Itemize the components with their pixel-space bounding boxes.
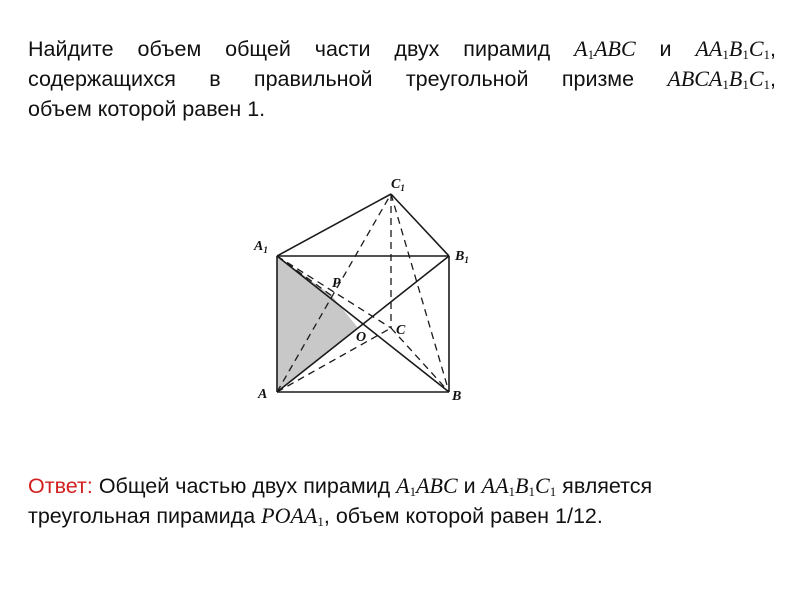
problem-statement (28, 34, 776, 124)
label-a: A (258, 387, 268, 402)
label-c1: $C_1$ (391, 177, 405, 193)
math-a1abc: $A_1ABC$ (574, 36, 636, 62)
prism-figure (250, 168, 490, 408)
answer-text-3: треугольная пирамида (28, 504, 256, 528)
label-c: C (396, 323, 406, 338)
edge-c1-b1 (391, 194, 449, 256)
problem-line-2: содержащихся в правильной треугольной призме $ABCA_1B_1C_1$, (28, 66, 776, 92)
label-a1: $A_1$ (254, 239, 268, 255)
math-prism: $ABCA_1B_1C_1$ (667, 66, 771, 92)
prism-diagram (250, 168, 490, 408)
shaded-region (277, 256, 358, 392)
label-p: P (332, 276, 341, 291)
answer-label: Ответ: (28, 474, 93, 498)
answer-text-4: , объем которой равен 1/12. (323, 504, 603, 528)
label-b1: $B_1$ (455, 249, 469, 265)
answer-block: Ответ: Общей частью двух пирамид $A_1ABC$ и $AA_1B_1C_1$ является треугольная пирамида $POAA_1$, объем которой равен 1/12. (28, 473, 653, 529)
problem-text-2: содержащихся в правильной треугольной призме (28, 67, 635, 91)
label-b: B (452, 389, 462, 404)
label-o: O (356, 330, 367, 345)
answer-text-1: Общей частью двух пирамид (98, 474, 391, 498)
diag-c1-b (391, 194, 449, 392)
math-aa1b1c1: $AA_1B_1C_1$ (695, 36, 770, 62)
math-poaa1: $POAA_1$ (261, 503, 324, 529)
problem-line-3: объем которой равен 1. (28, 97, 266, 121)
problem-text-1: Найдите объем общей части двух пирамид (28, 37, 551, 61)
problem-and: и (659, 37, 672, 61)
math-aa1b1c1-answer: $AA_1B_1C_1$ (481, 473, 557, 499)
math-a1abc-answer: $A_1ABC$ (396, 473, 458, 499)
problem-line-1: Найдите объем общей части двух пирамид $A_1ABC$ и $AA_1B_1C_1$, (28, 36, 776, 62)
answer-text-2: является (562, 474, 653, 498)
